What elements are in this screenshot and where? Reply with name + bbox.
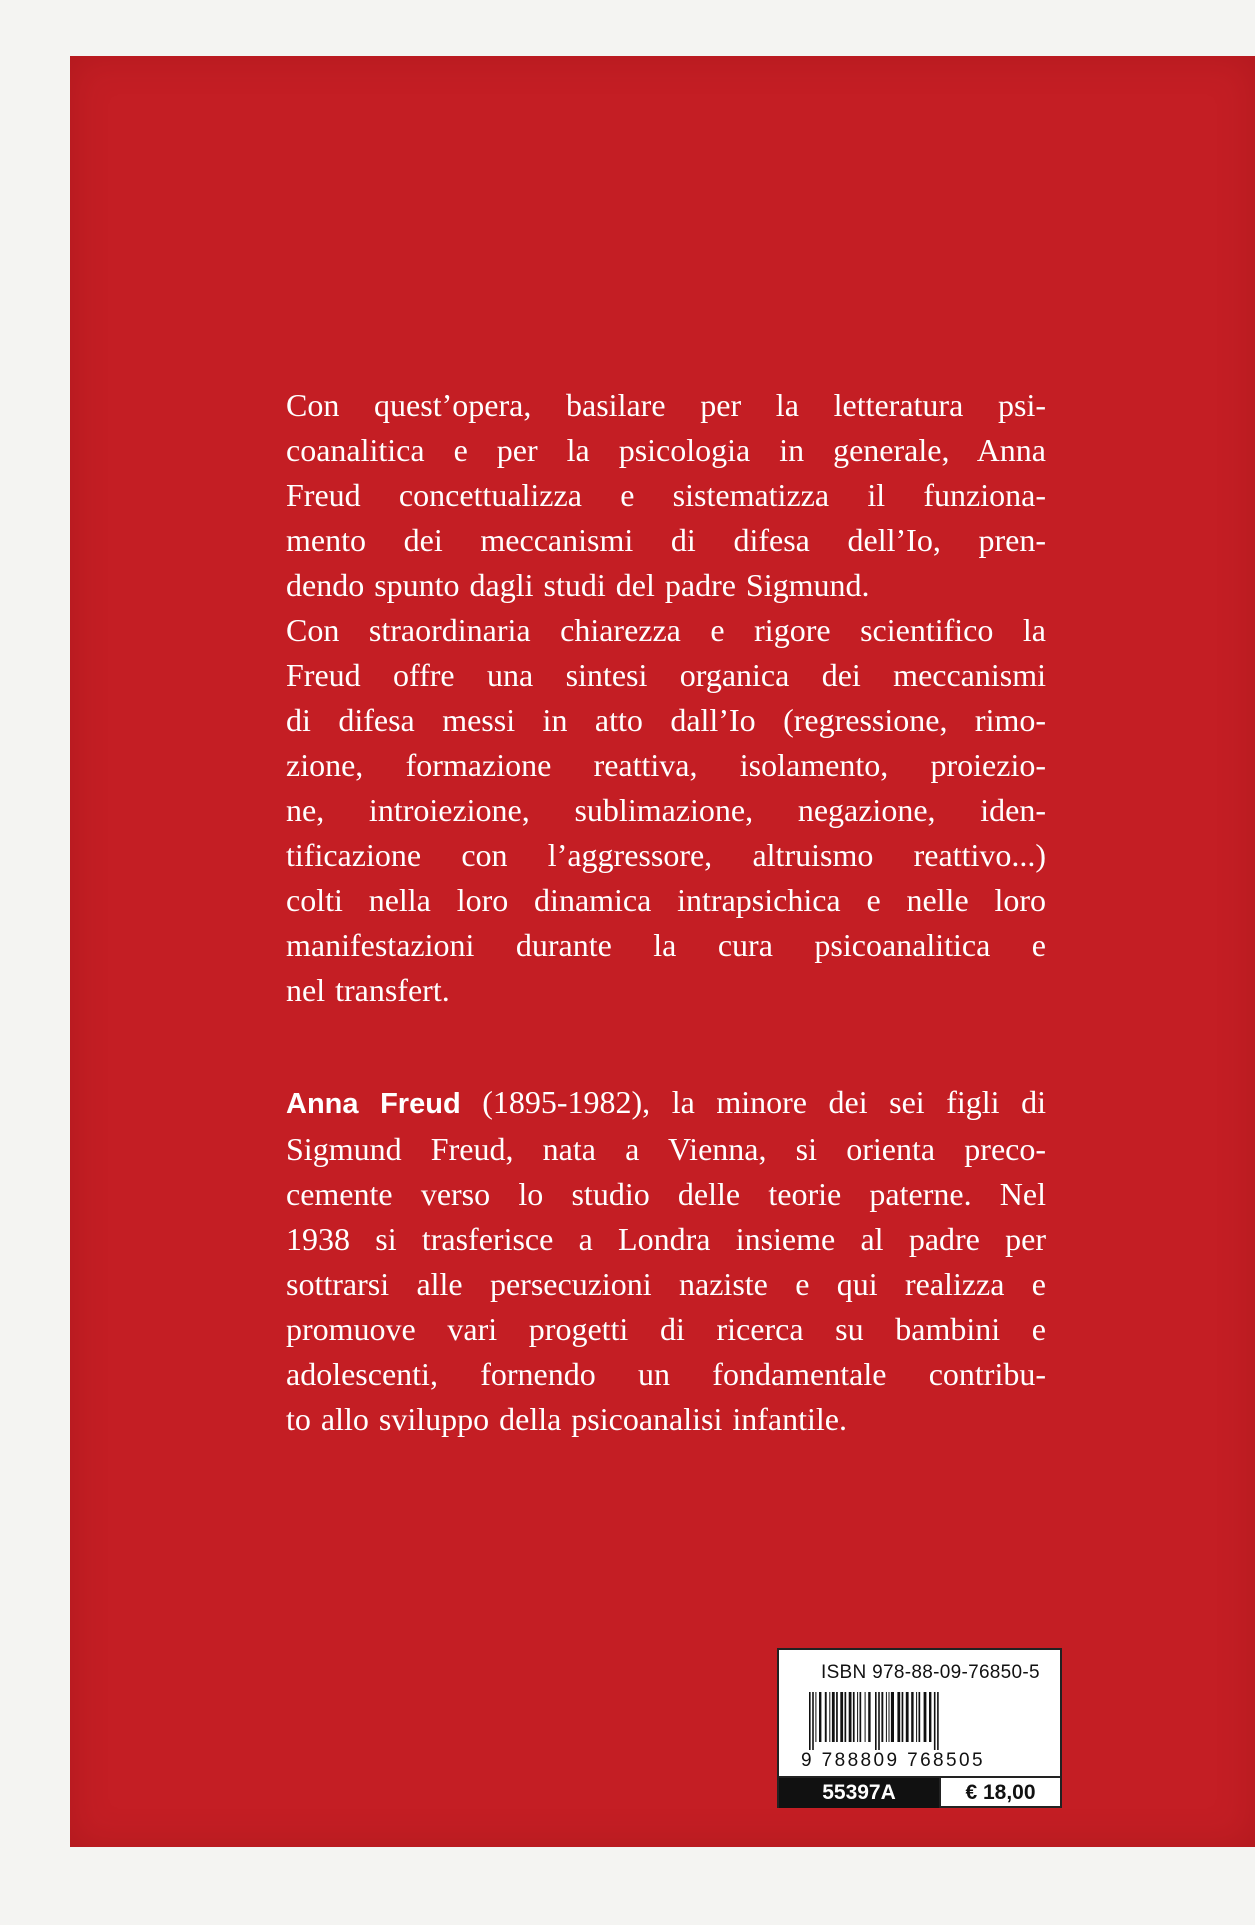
barcode-bar [889, 1692, 890, 1742]
product-code: 55397A [779, 1778, 939, 1808]
bio-first-line [286, 1080, 1046, 1127]
bio-line: adolescenti, fornendo un fondamentale contribu- [286, 1356, 1046, 1392]
barcode-bar [886, 1692, 887, 1742]
barcode-bar [902, 1692, 904, 1742]
synopsis-line: zione, formazione reattiva, isolamento, proiezio- [286, 747, 1046, 783]
bio-line: cemente verso lo studio delle teorie paterne. Nel [286, 1176, 1046, 1212]
barcode-label [777, 1648, 1062, 1808]
barcode-bar [819, 1692, 821, 1742]
bio-line: to allo sviluppo della psicoanalisi infantile. [286, 1401, 847, 1437]
barcode-bar [836, 1692, 838, 1742]
barcode-bar [875, 1692, 877, 1750]
barcode-digits: 9 788809 768505 [801, 1750, 985, 1771]
bio-line: promuove vari progetti di ricerca su bambini e [286, 1311, 1046, 1347]
barcode-bar [853, 1692, 855, 1742]
barcode-bar [812, 1692, 814, 1750]
synopsis-line: Freud concettualizza e sistematizza il funziona- [286, 477, 1046, 513]
barcode-bars [807, 1692, 1047, 1750]
barcode-bar [934, 1692, 936, 1750]
barcode-bar [860, 1692, 862, 1742]
barcode-bar [919, 1692, 921, 1742]
synopsis-line: nel transfert. [286, 972, 450, 1008]
barcode-bar [897, 1692, 900, 1742]
bio-line: Sigmund Freud, nata a Vienna, si orienta preco- [286, 1131, 1046, 1167]
barcode-bar [911, 1692, 913, 1742]
synopsis-line: mento dei meccanismi di difesa dell’Io, pren- [286, 522, 1046, 558]
synopsis-line: dendo spunto dagli studi del padre Sigmund. [286, 567, 870, 603]
barcode-bar [829, 1692, 830, 1742]
synopsis-line: ne, introiezione, sublimazione, negazione, iden- [286, 792, 1046, 828]
barcode-bar [845, 1692, 847, 1742]
barcode-bar [878, 1692, 880, 1750]
barcode-bar [929, 1692, 931, 1742]
barcode-bar [906, 1692, 909, 1742]
author-name: Anna Freud [286, 1088, 461, 1120]
barcode-bar [937, 1692, 939, 1750]
bio-first-line-rest: (1895-1982), la minore dei sei figli di [460, 1084, 1046, 1120]
synopsis-line: di difesa messi in atto dall’Io (regressione, rimo- [286, 702, 1046, 738]
barcode-bar [916, 1692, 917, 1742]
synopsis-line: colti nella loro dinamica intrapsichica e nelle loro [286, 882, 1046, 918]
barcode-bar [868, 1692, 870, 1742]
synopsis-line: tificazione con l’aggressore, altruismo reattivo...) [286, 837, 1046, 873]
barcode-bar [891, 1692, 894, 1742]
barcode-bar [832, 1692, 835, 1742]
barcode-bar [825, 1692, 827, 1742]
barcode-bar [881, 1692, 883, 1742]
barcode-bar [840, 1692, 843, 1742]
barcode-bar [857, 1692, 858, 1742]
synopsis-text [286, 383, 1046, 1013]
barcode-bar [865, 1692, 866, 1742]
barcode-bar [924, 1692, 927, 1742]
synopsis-line: Con straordinaria chiarezza e rigore scientifico la [286, 612, 1046, 648]
barcode-bar [809, 1692, 811, 1750]
synopsis-line: coanalitica e per la psicologia in generale, Anna [286, 432, 1046, 468]
price: € 18,00 [939, 1778, 1060, 1808]
barcode-bar [849, 1692, 852, 1742]
bio-line: sottrarsi alle persecuzioni naziste e qui realizza e [286, 1266, 1046, 1302]
isbn-text: ISBN 978-88-09-76850-5 [821, 1662, 1040, 1683]
synopsis-line: manifestazioni durante la cura psicoanalitica e [286, 927, 1046, 963]
bio-line: 1938 si trasferisce a Londra insieme al padre per [286, 1221, 1046, 1257]
author-bio [286, 1080, 1046, 1442]
code-price-row [779, 1776, 1060, 1808]
barcode-bar [815, 1692, 816, 1742]
synopsis-line: Con quest’opera, basilare per la letteratura psi- [286, 387, 1046, 423]
synopsis-line: Freud offre una sintesi organica dei meccanismi [286, 657, 1046, 693]
